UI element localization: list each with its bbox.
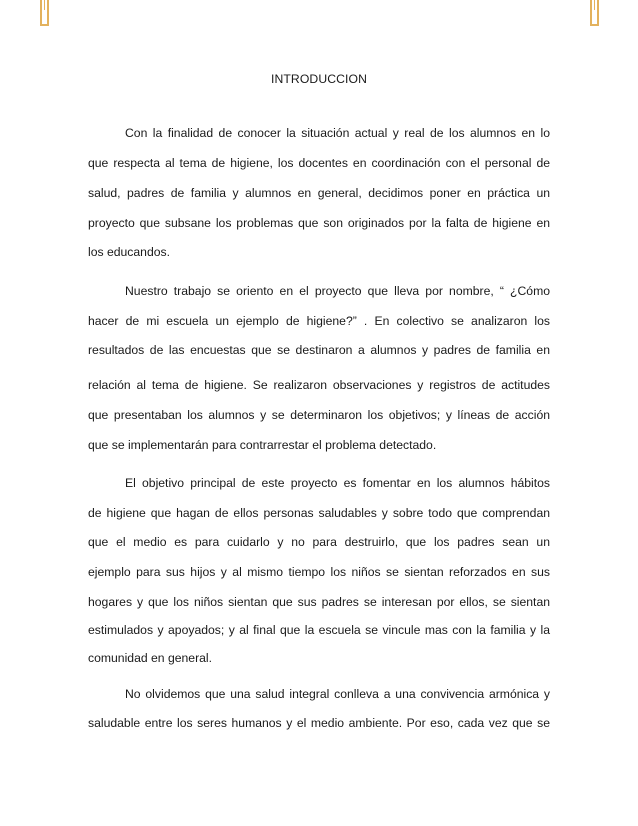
paragraph-line: salud, padres de familia y alumnos en general, decidimos poner en práctica un <box>88 186 550 200</box>
paragraph-line: que respecta al tema de higiene, los docentes en coordinación con el personal de <box>88 156 550 170</box>
paragraph-line: No olvidemos que una salud integral conlleva a una convivencia armónica y <box>125 687 550 701</box>
paragraph-line: Con la finalidad de conocer la situación actual y real de los alumnos en lo <box>125 126 550 140</box>
paragraph-line: hacer de mi escuela un ejemplo de higiene?” . En colectivo se analizaron los <box>88 314 550 328</box>
paragraph-line: que el medio es para cuidarlo y no para destruirlo, que los padres sean un <box>88 535 550 549</box>
paragraph-line: comunidad en general. <box>88 651 212 665</box>
paragraph-line: que se implementarán para contrarrestar el problema detectado. <box>88 438 437 452</box>
paragraph-line: hogares y que los niños sientan que sus padres se interesan por ellos, se sientan <box>88 595 550 609</box>
page-title: INTRODUCCION <box>271 72 367 86</box>
paragraph-line: proyecto que subsane los problemas que son originados por la falta de higiene en <box>88 216 550 230</box>
paragraph-line: de higiene que hagan de ellos personas saludables y sobre todo que comprendan <box>88 506 550 520</box>
paragraph-line: que presentaban los alumnos y se determinaron los objetivos; y líneas de acción <box>88 408 550 422</box>
paragraph-line: saludable entre los seres humanos y el medio ambiente. Por eso, cada vez que se <box>88 716 550 730</box>
paragraph-line: El objetivo principal de este proyecto es fomentar en los alumnos hábitos <box>125 476 550 490</box>
paragraph-line: ejemplo para sus hijos y al mismo tiempo los niños se sientan reforzados en sus <box>88 565 550 579</box>
paragraph-line: relación al tema de higiene. Se realizaron observaciones y registros de actitudes <box>88 378 550 392</box>
paragraph-line: los educandos. <box>88 245 170 259</box>
paragraph-line: resultados de las encuestas que se destinaron a alumnos y padres de familia en <box>88 343 550 357</box>
paragraph-line: estimulados y apoyados; y al final que la escuela se vincule mas con la familia y la <box>88 623 550 637</box>
paragraph-line: Nuestro trabajo se oriento en el proyecto que lleva por nombre, “ ¿Cómo <box>125 284 550 298</box>
